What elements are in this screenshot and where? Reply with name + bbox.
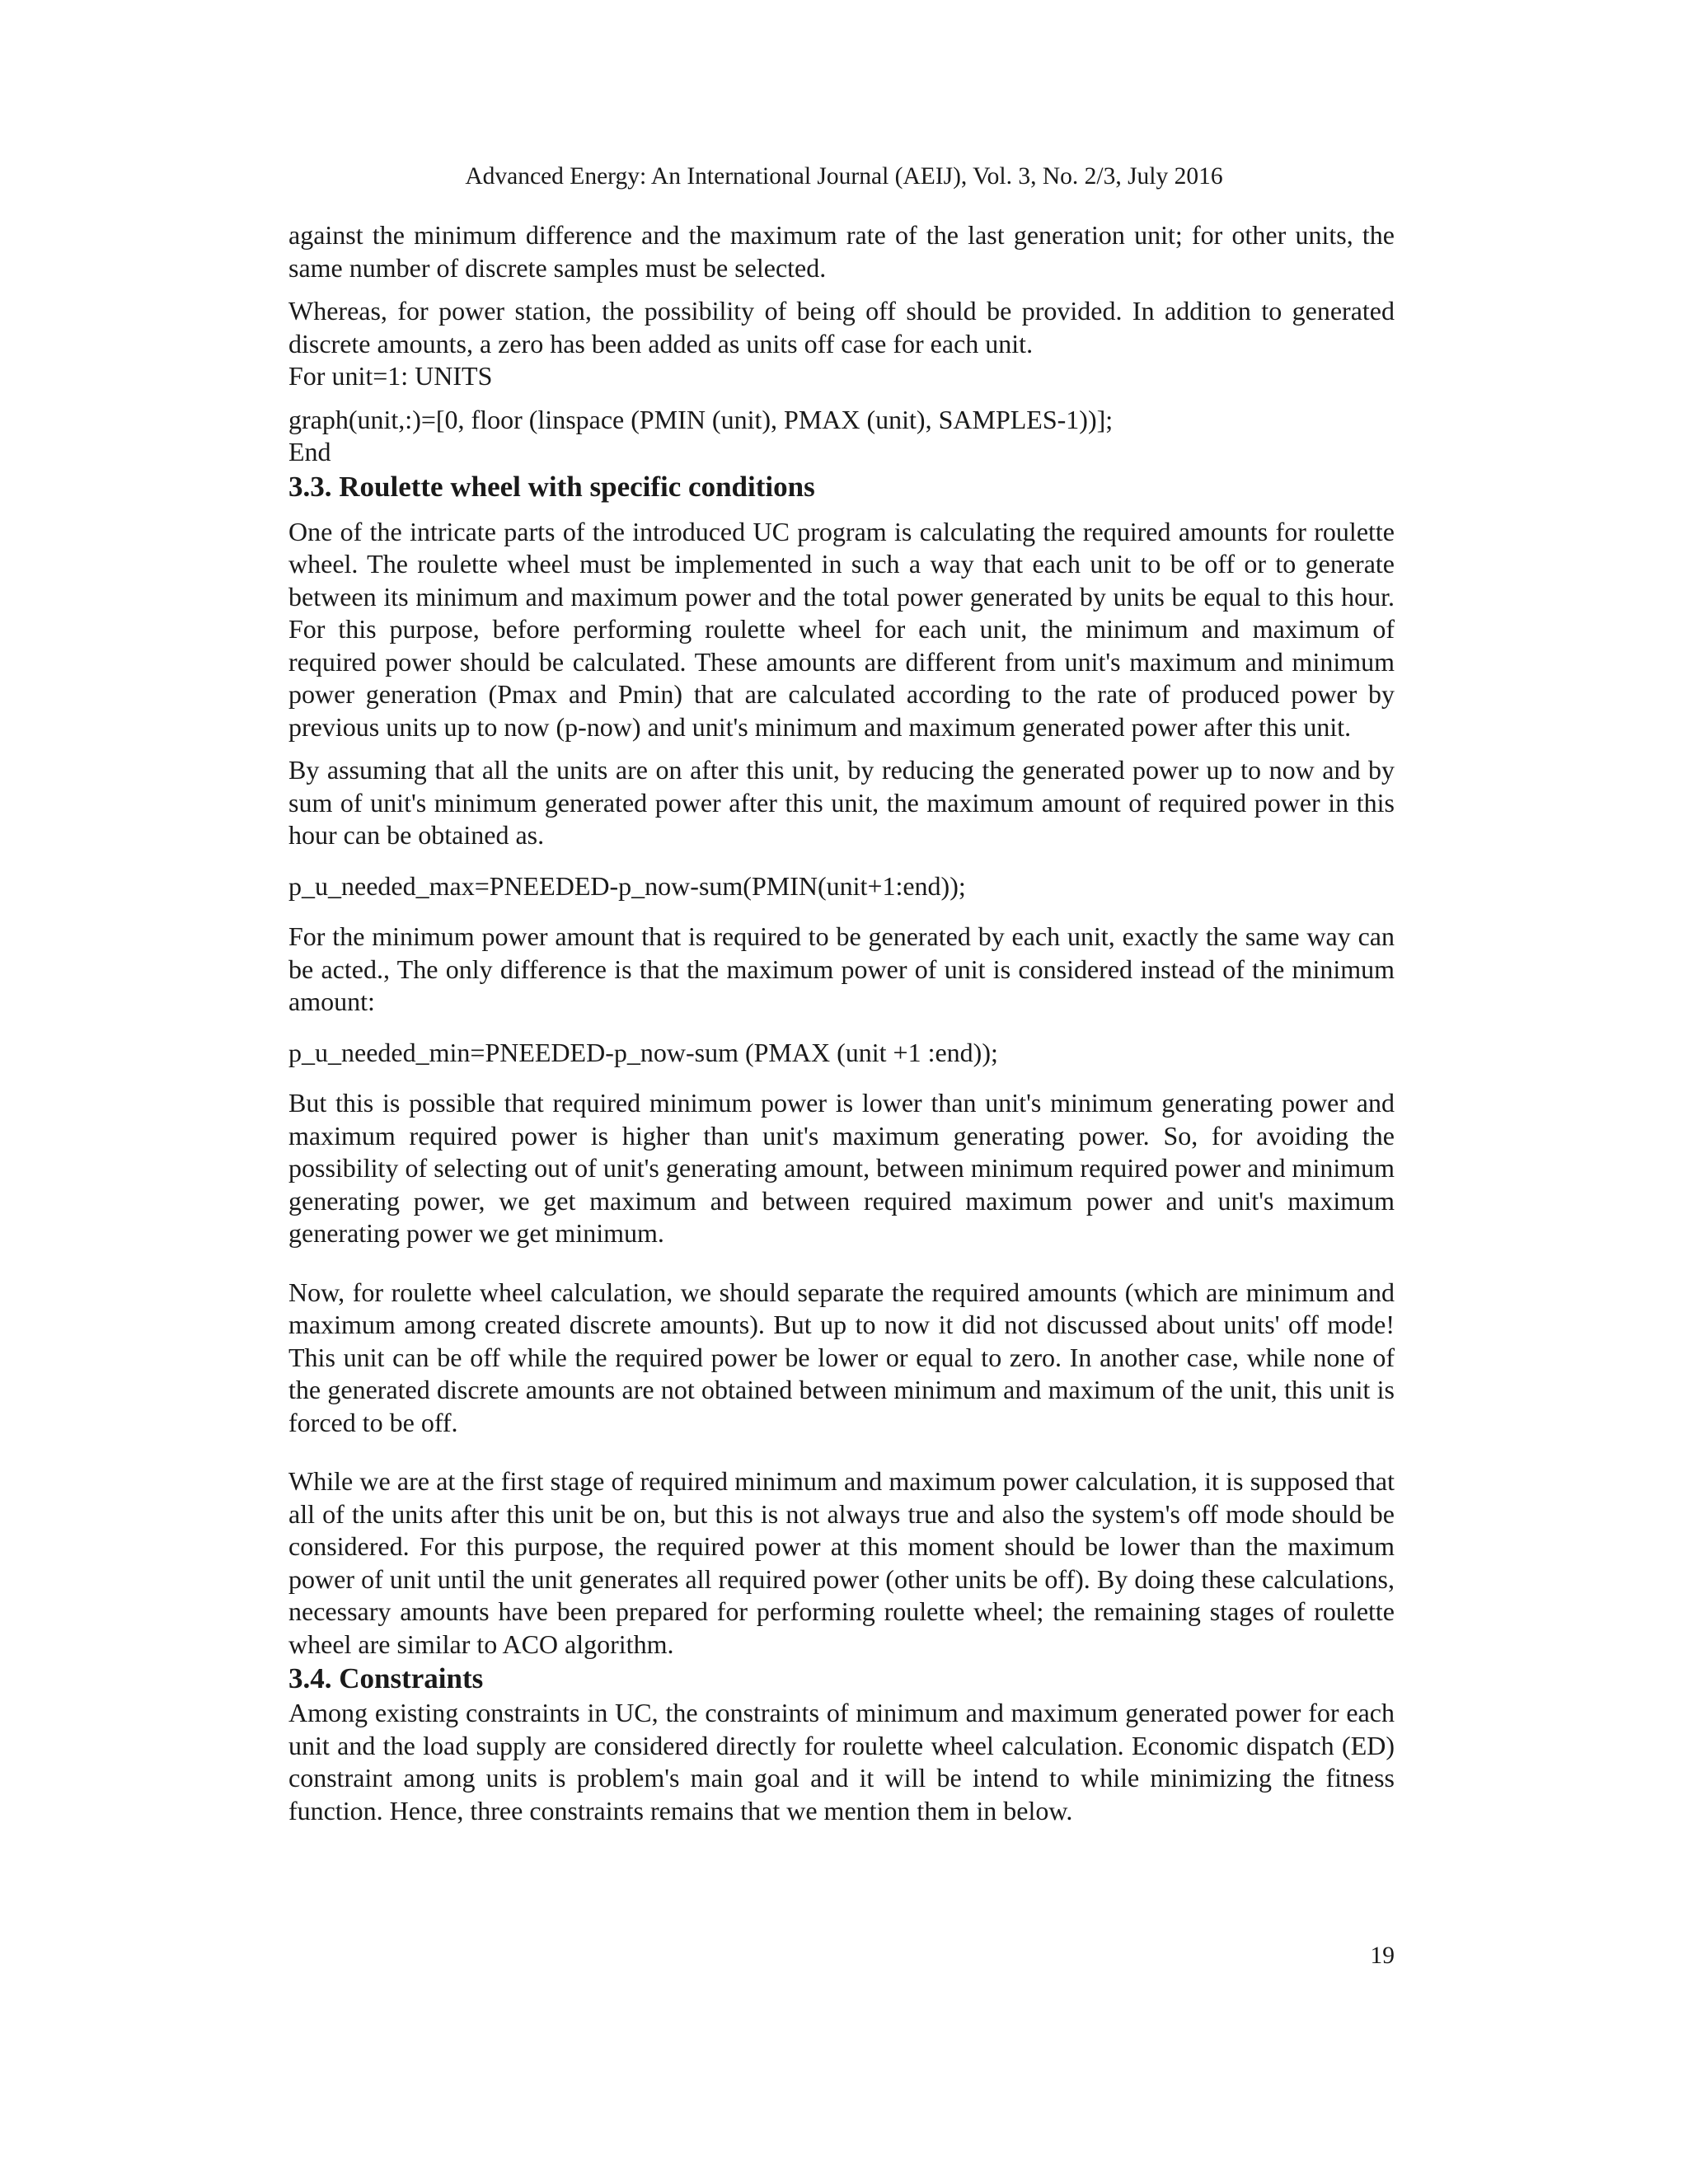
code-for-loop: For unit=1: UNITS: [288, 361, 493, 391]
paragraph-minimum: For the minimum power amount that is required to be generated by each unit, exactly the same way can be acted., The only difference is that the maximum power of unit is considered instead of the minimum amount:: [288, 921, 1395, 1016]
code-needed-min: p_u_needed_min=PNEEDED-p_now-sum (PMAX (unit +1 :end));: [288, 1037, 998, 1067]
page-number: 19: [1370, 1943, 1395, 1969]
paragraph-now: Now, for roulette wheel calculation, we should separate the required amounts (which are minimum and maximum among created discrete amounts). But up to now it did not discussed about units' off mode! This unit can be off while the required power be lower or equal to zero. In another case, while none of the generated discrete amounts are not obtained between minimum and maximum of the unit, this unit is forced to be off.: [288, 1277, 1395, 1437]
paragraph-roulette-intro: One of the intricate parts of the introduced UC program is calculating the required amounts for roulette wheel. The roulette wheel must be implemented in such a way that each unit to be off or to generate between its minimum and maximum power and the total power generated by units be equal to this hour. For this purpose, before performing roulette wheel for each unit, the minimum and maximum of required power should be calculated. These amounts are different from unit's maximum and minimum power generation (Pmax and Pmin) that are calculated according to the rate of produced power by previous units up to now (p-now) and unit's minimum and maximum generated power after this unit.: [288, 516, 1395, 742]
paragraph-continuation: against the minimum difference and the maximum rate of the last generation unit; for other units, the same number of discrete samples must be selected.: [288, 220, 1395, 283]
paragraph-assuming: By assuming that all the units are on after this unit, by reducing the generated power up to now and by sum of unit's minimum generated power after this unit, the maximum amount of required power in this hour can be obtained as.: [288, 755, 1395, 850]
section-heading-3-3: 3.3. Roulette wheel with specific conditions: [288, 470, 815, 503]
page-body: [288, 219, 1395, 1827]
section-heading-3-4: 3.4. Constraints: [288, 1662, 484, 1694]
running-header: Advanced Energy: An International Journal (AEIJ), Vol. 3, No. 2/3, July 2016: [465, 163, 1223, 190]
code-needed-max: p_u_needed_max=PNEEDED-p_now-sum(PMIN(unit+1:end));: [288, 870, 966, 901]
paragraph-whereas: Whereas, for power station, the possibility of being off should be provided. In addition to generated discrete amounts, a zero has been added as units off case for each unit.: [288, 296, 1395, 359]
code-end: End: [288, 437, 331, 466]
code-graph-line: graph(unit,:)=[0, floor (linspace (PMIN (unit), PMAX (unit), SAMPLES-1))];: [288, 404, 1114, 434]
paragraph-constraints: Among existing constraints in UC, the constraints of minimum and maximum generated power for each unit and the load supply are considered directly for roulette wheel calculation. Economic dispatch (ED) constraint among units is problem's main goal and it will be intend to while minimizing the fitness function. Hence, three constraints remains that we mention them in below.: [288, 1698, 1395, 1825]
paragraph-but: But this is possible that required minimum power is lower than unit's minimum generating power and maximum required power is higher than unit's maximum generating power. So, for avoiding the possibility of selecting out of unit's generating amount, between minimum required power and minimum generating power, we get maximum and between required maximum power and unit's maximum generating power we get minimum.: [288, 1088, 1395, 1248]
paragraph-while: While we are at the first stage of required minimum and maximum power calculation, it is supposed that all of the units after this unit be on, but this is not always true and also the system's off mode should be considered. For this purpose, the required power at this moment should be lower than the maximum power of unit until the unit generates all required power (other units be off). By doing these calculations, necessary amounts have been prepared for performing roulette wheel; the remaining stages of roulette wheel are similar to ACO algorithm.: [288, 1466, 1395, 1659]
